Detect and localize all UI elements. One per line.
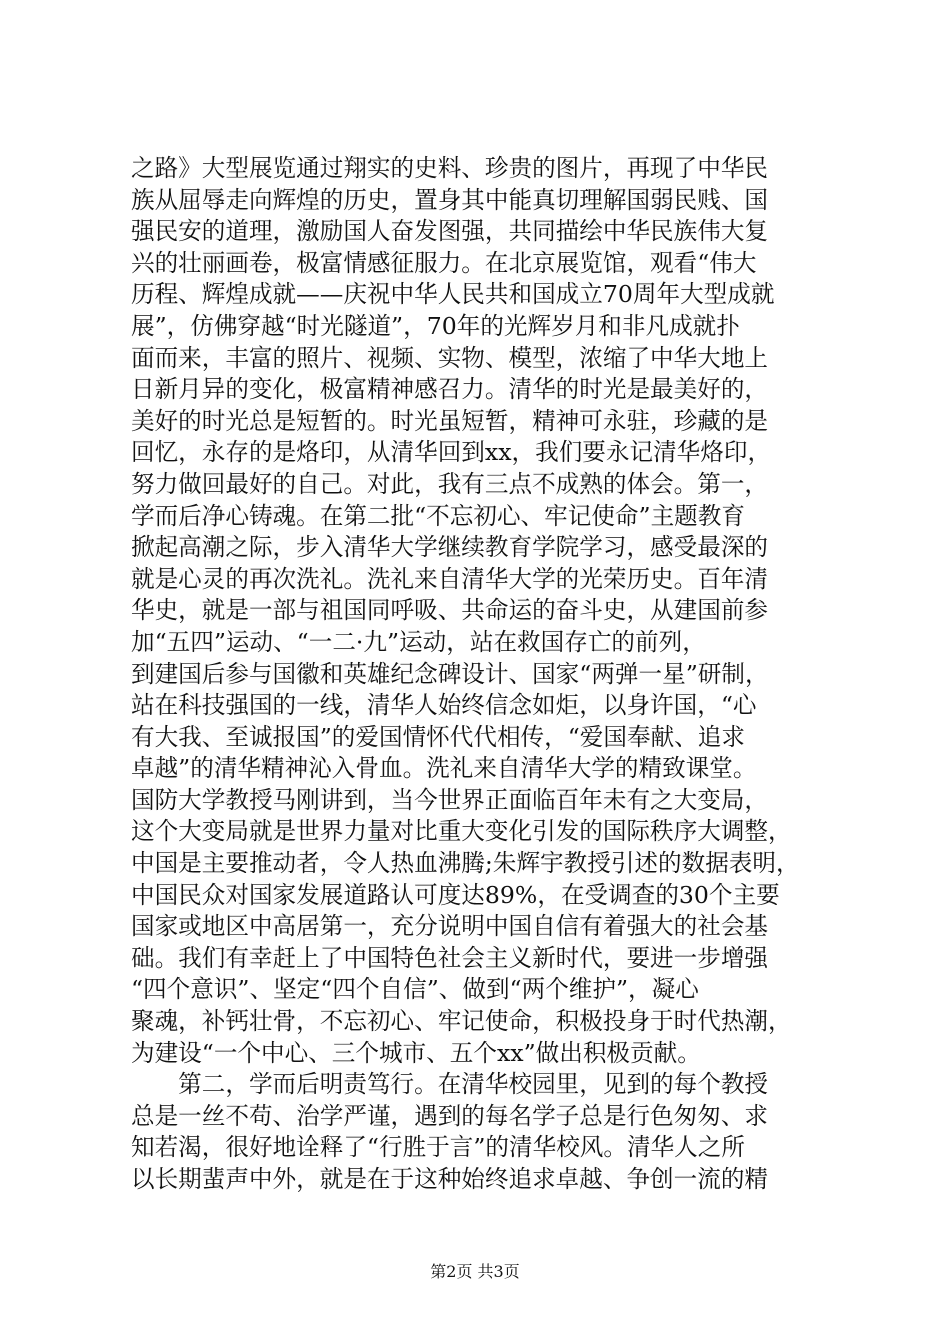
text-line: 掀起高潮之际，步入清华大学继续教育学院学习，感受最深的 bbox=[131, 533, 769, 562]
text-line: 华史，就是一部与祖国同呼吸、共命运的奋斗史，从建国前参 bbox=[131, 596, 769, 625]
text-line: 面而来，丰富的照片、视频、实物、模型，浓缩了中华大地上 bbox=[131, 343, 769, 372]
text-line: 努力做回最好的自己。对此，我有三点不成熟的体会。第一， bbox=[131, 469, 769, 498]
text-line: 知若渴，很好地诠释了“行胜于言”的清华校风。清华人之所 bbox=[131, 1133, 745, 1162]
page-footer: 第2页 共3页 bbox=[430, 1262, 520, 1281]
body-text bbox=[131, 153, 831, 1196]
text-line: 强民安的道理，激励国人奋发图强，共同描绘中华民族伟大复 bbox=[131, 217, 769, 246]
text-line: 总是一丝不苟、治学严谨，遇到的每名学子总是行色匆匆、求 bbox=[131, 1101, 769, 1130]
text-line: 加“五四”运动、“一二·九”运动，站在救国存亡的前列， bbox=[131, 627, 706, 656]
text-line: “四个意识”、坚定“四个自信”、做到“两个维护”，凝心 bbox=[131, 975, 699, 1004]
text-line: 族从屈辱走向辉煌的历史，置身其中能真切理解国弱民贱、国 bbox=[131, 185, 769, 214]
text-line: 聚魂，补钙壮骨，不忘初心、牢记使命，积极投身于时代热潮， bbox=[131, 1007, 792, 1036]
text-line: 卓越”的清华精神沁入骨血。洗礼来自清华大学的精致课堂。 bbox=[131, 754, 757, 783]
text-line: 这个大变局就是世界力量对比重大变化引发的国际秩序大调整， bbox=[131, 817, 792, 846]
text-line: 历程、辉煌成就——庆祝中华人民共和国成立70周年大型成就 bbox=[131, 280, 775, 309]
text-line: 中国民众对国家发展道路认可度达89%，在受调查的30个主要 bbox=[131, 880, 780, 909]
text-line: 础。我们有幸赶上了中国特色社会主义新时代，要进一步增强 bbox=[131, 943, 769, 972]
text-line: 美好的时光总是短暂的。时光虽短暂，精神可永驻，珍藏的是 bbox=[131, 406, 769, 435]
text-line: 以长期蜚声中外，就是在于这种始终追求卓越、争创一流的精 bbox=[131, 1165, 769, 1193]
text-line: 第二，学而后明责笃行。在清华校园里，见到的每个教授 bbox=[131, 1070, 769, 1099]
text-line: 学而后净心铸魂。在第二批“不忘初心、牢记使命”主题教育 bbox=[131, 501, 745, 530]
text-line: 有大我、至诚报国”的爱国情怀代代相传，“爱国奉献、追求 bbox=[131, 722, 745, 751]
text-line: 展”，仿佛穿越“时光隧道”，70年的光辉岁月和非凡成就扑 bbox=[131, 311, 740, 340]
text-line: 国防大学教授马刚讲到，当今世界正面临百年未有之大变局， bbox=[131, 785, 769, 814]
text-line: 就是心灵的再次洗礼。洗礼来自清华大学的光荣历史。百年清 bbox=[131, 564, 769, 593]
text-line: 中国是主要推动者，令人热血沸腾;朱辉宇教授引述的数据表明， bbox=[131, 849, 800, 878]
text-line: 之路》大型展览通过翔实的史料、珍贵的图片，再现了中华民 bbox=[131, 154, 769, 182]
text-line: 为建设“一个中心、三个城市、五个xx”做出积极贡献。 bbox=[131, 1038, 701, 1067]
text-line: 站在科技强国的一线，清华人始终信念如炬，以身许国，“心 bbox=[131, 691, 757, 720]
text-line: 回忆，永存的是烙印，从清华回到xx，我们要永记清华烙印， bbox=[131, 438, 772, 467]
text-line: 到建国后参与国徽和英雄纪念碑设计、国家“两弹一星”研制， bbox=[131, 659, 769, 688]
text-line: 国家或地区中高居第一，充分说明中国自信有着强大的社会基 bbox=[131, 912, 769, 941]
text-line: 日新月异的变化，极富精神感召力。清华的时光是最美好的， bbox=[131, 375, 769, 404]
text-line: 兴的壮丽画卷，极富情感征服力。在北京展览馆，观看“伟大 bbox=[131, 248, 757, 277]
